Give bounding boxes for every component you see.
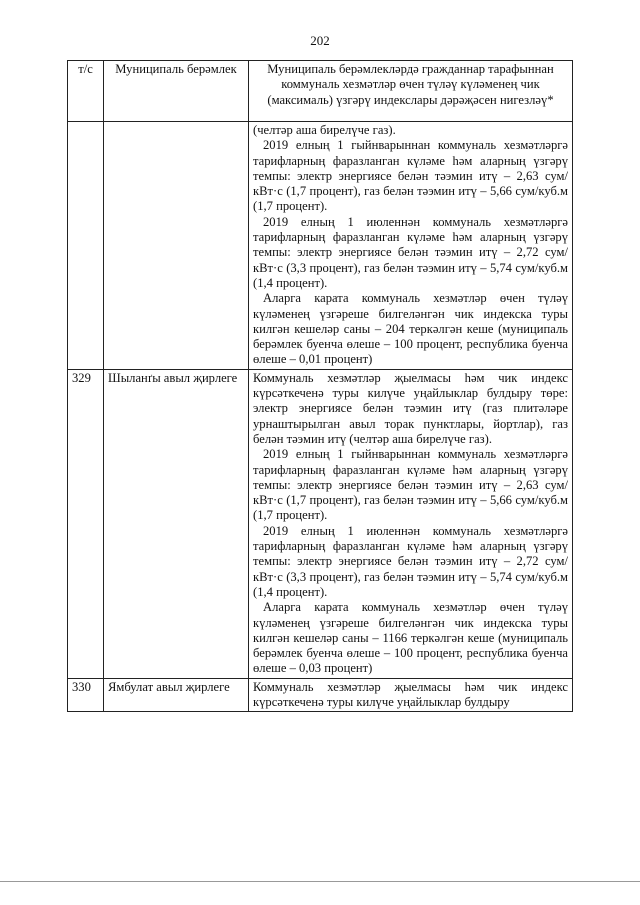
basis-paragraph: 2019 елның 1 гыйнварыннан коммуналь хезмәтләргә тарифларның фаразланган күләме һәм аларның үзгәрү темпы: электр энергиясе белән тәэмин итү – 2,63 сум/кВт·с (1,7 процент), газ белән тәэмин итү – 5,66 сум/куб.м (1,7 процент). [253, 447, 568, 523]
basis-paragraph: (челтәр аша бирелүче газ). [253, 123, 396, 137]
table-row [68, 122, 573, 370]
header-municipality: Муниципаль берәмлек [104, 61, 249, 122]
row-num [68, 122, 104, 370]
table-header [68, 61, 573, 122]
header-num: т/с [68, 61, 104, 122]
row-basis [249, 122, 573, 370]
page-number: 202 [310, 33, 330, 48]
basis-paragraph: Аларга карата коммуналь хезмәтләр өчен түләү күләменең үзгәреше билгеләнгән чик индекска туры килгән кешеләр саны – 1166 теркәлгән кеше (муниципаль берәмлек буенча өлеше – 100 процент, республика буенча өлеше – 0,03 процент) [253, 600, 568, 676]
basis-paragraph: 2019 елның 1 июленнән коммуналь хезмәтләргә тарифларның фаразланган күләме һәм аларның үзгәрү темпы: электр энергиясе белән тәэмин итү – 2,72 сум/кВт·с (3,3 процент), газ белән тәэмин итү – 5,74 сум/куб.м (1,4 процент). [253, 214, 568, 290]
basis-paragraph: 2019 елның 1 гыйнварыннан коммуналь хезмәтләргә тарифларның фаразланган күләме һәм аларның үзгәрү темпы: электр энергиясе белән тәэмин итү – 2,63 сум/кВт·с (1,7 процент), газ белән тәэмин итү – 5,66 сум/куб.м (1,7 процент). [253, 138, 568, 214]
row-municipality [104, 122, 249, 370]
row-num: 329 [68, 369, 104, 678]
basis-paragraph: Коммуналь хезмәтләр җыелмасы һәм чик индекс күрсәткеченә туры килүче уңайлыклар булдыру [253, 679, 568, 709]
row-municipality: Ямбулат авыл җирлеге [104, 678, 249, 712]
tariff-table [67, 60, 573, 712]
table-row [68, 678, 573, 712]
header-basis: Муниципаль берәмлекләрдә гражданнар тарафыннан коммуналь хезмәтләр өчен түләү күләменең чик (максималь) үзгәрү индекслары дәрәҗәсен нигезләү* [249, 61, 573, 122]
basis-paragraph: Коммуналь хезмәтләр җыелмасы һәм чик индекс күрсәткеченә туры килүче уңайлыклар булдыру төре: электр энергиясе белән тәэмин итү (газ плитәләре урнаштырылган авыл торак пунктлары, йортлар), газ белән тәэмин итү (челтәр аша бирелүче газ). [253, 370, 568, 446]
row-municipality: Шыланґы авыл җирлеге [104, 369, 249, 678]
table-row [68, 369, 573, 678]
basis-paragraph: 2019 елның 1 июленнән коммуналь хезмәтләргә тарифларның фаразланган күләме һәм аларның үзгәрү темпы: электр энергиясе белән тәэмин итү – 2,72 сум/кВт·с (3,3 процент), газ белән тәэмин итү – 5,74 сум/куб.м (1,4 процент). [253, 523, 568, 599]
row-num: 330 [68, 678, 104, 712]
row-basis [249, 369, 573, 678]
basis-paragraph: Аларга карата коммуналь хезмәтләр өчен түләү күләменең үзгәреше билгеләнгән чик индекска туры килгән кешеләр саны – 204 теркәлгән кеше (муниципаль берәмлек буенча өлеше – 100 процент, республика буенча өлеше – 0,01 процент) [253, 291, 568, 367]
page-bottom-rule [0, 881, 640, 882]
row-basis [249, 678, 573, 712]
